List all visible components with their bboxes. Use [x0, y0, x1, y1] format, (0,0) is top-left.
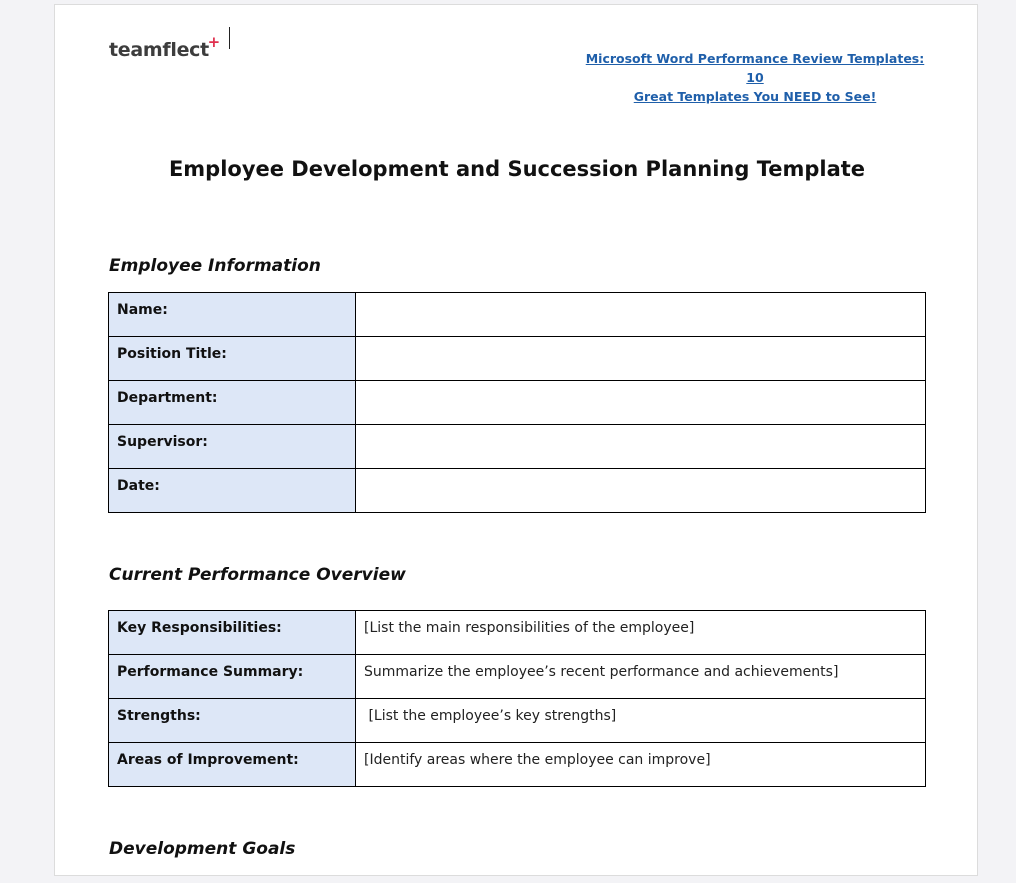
performance-overview-table: [108, 610, 926, 787]
table-row: [109, 425, 926, 469]
link-line-2: Great Templates You NEED to See!: [633, 89, 877, 104]
date-field[interactable]: [356, 469, 926, 513]
areas-of-improvement-field[interactable]: [Identify areas where the employee can improve]: [356, 743, 926, 787]
supervisor-label: Supervisor:: [109, 425, 356, 469]
table-row: [109, 337, 926, 381]
table-row: [109, 293, 926, 337]
table-row: [109, 469, 926, 513]
table-row: [109, 655, 926, 699]
document-page: [54, 4, 978, 876]
link-line-1: Microsoft Word Performance Review Templates: 10: [585, 51, 925, 85]
position-title-label: Position Title:: [109, 337, 356, 381]
position-title-field[interactable]: [356, 337, 926, 381]
logo-text: teamflect: [109, 39, 209, 61]
document-title: Employee Development and Succession Planning Template: [168, 157, 866, 181]
employee-information-heading: Employee Information: [109, 256, 321, 276]
logo-plus-icon: +: [207, 33, 220, 51]
performance-summary-label: Performance Summary:: [109, 655, 356, 699]
templates-article-link[interactable]: [585, 49, 925, 106]
table-row: [109, 611, 926, 655]
text-cursor: [229, 27, 230, 49]
supervisor-field[interactable]: [356, 425, 926, 469]
employee-information-table: [108, 292, 926, 513]
strengths-label: Strengths:: [109, 699, 356, 743]
table-row: [109, 699, 926, 743]
key-responsibilities-label: Key Responsibilities:: [109, 611, 356, 655]
areas-of-improvement-label: Areas of Improvement:: [109, 743, 356, 787]
department-field[interactable]: [356, 381, 926, 425]
strengths-field[interactable]: [List the employee’s key strengths]: [356, 699, 926, 743]
name-label: Name:: [109, 293, 356, 337]
date-label: Date:: [109, 469, 356, 513]
performance-summary-field[interactable]: Summarize the employee’s recent performance and achievements]: [356, 655, 926, 699]
development-goals-heading: Development Goals: [109, 839, 296, 859]
teamflect-logo[interactable]: [109, 33, 220, 61]
key-responsibilities-field[interactable]: [List the main responsibilities of the employee]: [356, 611, 926, 655]
table-row: [109, 381, 926, 425]
table-row: [109, 743, 926, 787]
current-performance-heading: Current Performance Overview: [109, 565, 406, 585]
department-label: Department:: [109, 381, 356, 425]
name-field[interactable]: [356, 293, 926, 337]
